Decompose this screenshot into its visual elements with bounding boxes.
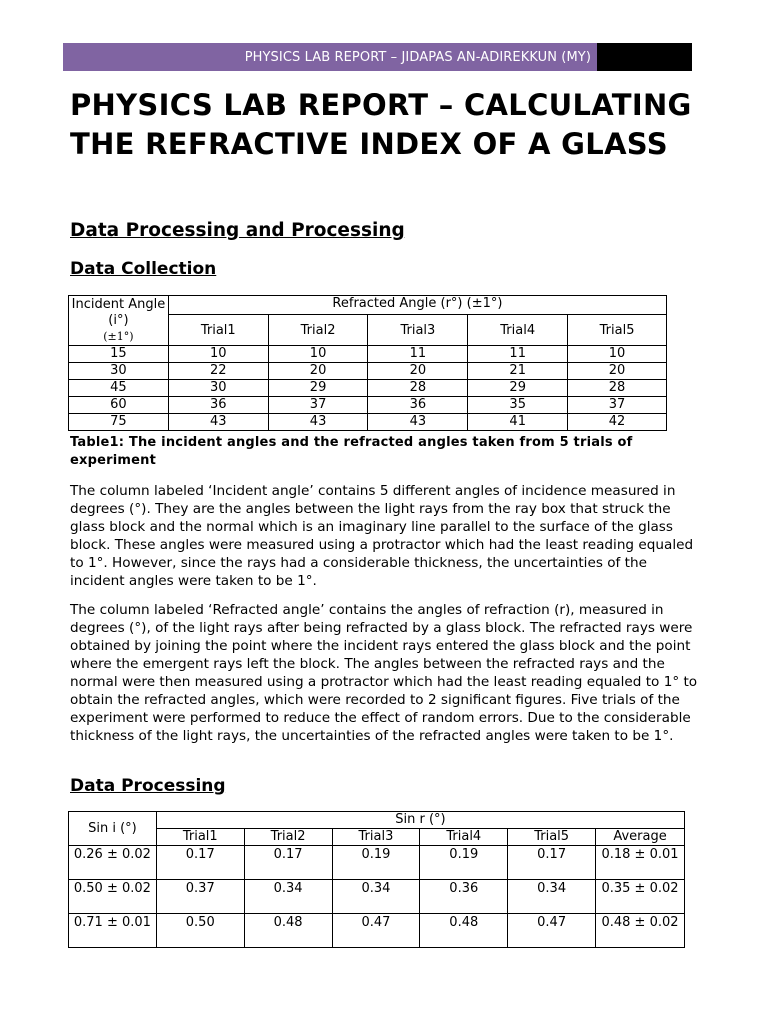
incident-angle-cell: 30 (69, 363, 169, 380)
column-header: Trial5 (508, 829, 596, 846)
refracted-angle-cell: 28 (368, 380, 468, 397)
incident-angle-cell: 60 (69, 397, 169, 414)
refracted-angle-cell: 29 (468, 380, 568, 397)
sin-r-cell: 0.47 (332, 914, 420, 948)
refracted-angle-cell: 22 (168, 363, 268, 380)
column-header: Trial4 (420, 829, 508, 846)
table1-caption: Table1: The incident angles and the refracted angles taken from 5 trials of experiment (70, 435, 633, 468)
data-processing-heading: Data Processing (70, 776, 226, 796)
trial-header: Trial1 (168, 315, 268, 346)
refracted-angle-cell: 21 (468, 363, 568, 380)
table-row (69, 397, 667, 414)
data-collection-table (68, 295, 667, 431)
refracted-angle-cell: 30 (168, 380, 268, 397)
sin-r-cell: 0.17 (244, 846, 332, 880)
refracted-angle-cell: 29 (268, 380, 368, 397)
average-cell: 0.35 ± 0.02 (596, 880, 685, 914)
sin-r-cell: 0.34 (244, 880, 332, 914)
sin-r-cell: 0.36 (420, 880, 508, 914)
average-cell: 0.48 ± 0.02 (596, 914, 685, 948)
trial-header: Trial2 (268, 315, 368, 346)
table-row (69, 846, 685, 880)
refracted-angle-cell: 43 (268, 414, 368, 431)
refracted-angle-cell: 35 (468, 397, 568, 414)
refracted-angle-cell: 43 (168, 414, 268, 431)
sin-i-header: Sin i (°) (69, 812, 157, 846)
refracted-angle-cell: 11 (468, 346, 568, 363)
sin-r-cell: 0.50 (156, 914, 244, 948)
refracted-angle-cell: 36 (368, 397, 468, 414)
refracted-angle-header: Refracted Angle (r°) (±1°) (168, 296, 666, 315)
paragraph-incident-angle: The column labeled ‘Incident angle’ contains 5 different angles of incidence measured in degrees (°). They are the angles between the light rays from the ray box that struck the glass block and the normal which is an imaginary line parallel to the surface of the glass block. These angles were measured using a protractor which had the least reading equaled to 1°. However, since the rays had a considerable thickness, the uncertainties of the incident angles were taken to be 1°. (70, 483, 694, 589)
column-header: Trial2 (244, 829, 332, 846)
column-header: Trial1 (156, 829, 244, 846)
sin-r-cell: 0.17 (508, 846, 596, 880)
document-title: PHYSICS LAB REPORT – CALCULATING THE REFRACTIVE INDEX OF A GLASS (70, 88, 692, 161)
column-header: Average (596, 829, 685, 846)
refracted-angle-cell: 10 (268, 346, 368, 363)
sin-r-cell: 0.17 (156, 846, 244, 880)
sin-i-cell: 0.71 ± 0.01 (69, 914, 157, 948)
table-row (69, 380, 667, 397)
refracted-angle-cell: 20 (568, 363, 667, 380)
refracted-angle-cell: 37 (568, 397, 667, 414)
refracted-angle-cell: 42 (568, 414, 667, 431)
sin-r-cell: 0.34 (508, 880, 596, 914)
table-row (69, 880, 685, 914)
average-cell: 0.18 ± 0.01 (596, 846, 685, 880)
paragraph-refracted-angle: The column labeled ‘Refracted angle’ contains the angles of refraction (r), measured in degrees (°), of the light rays after being refracted by a glass block. The refracted rays were obtained by joining the point where the incident rays entered the glass block and the point where the emergent rays left the block. The angles between the refracted rays and the normal were then measured using a protractor which had the least reading equaled to 1° to obtain the refracted angles, which were recorded to 2 significant figures. Five trials of the experiment were performed to reduce the effect of random errors. Due to the considerable thickness of the light rays, the uncertainties of the refracted angles were taken to be 1°. (70, 602, 698, 744)
incident-angle-cell: 75 (69, 414, 169, 431)
column-header: Trial3 (332, 829, 420, 846)
sin-i-cell: 0.50 ± 0.02 (69, 880, 157, 914)
data-processing-table (68, 811, 685, 948)
refracted-angle-cell: 10 (568, 346, 667, 363)
refracted-angle-cell: 28 (568, 380, 667, 397)
sin-r-cell: 0.37 (156, 880, 244, 914)
trial-header: Trial3 (368, 315, 468, 346)
incident-angle-cell: 15 (69, 346, 169, 363)
refracted-angle-cell: 10 (168, 346, 268, 363)
refracted-angle-cell: 37 (268, 397, 368, 414)
sin-r-header: Sin r (°) (156, 812, 684, 829)
page-header-bar (63, 43, 692, 71)
sin-r-cell: 0.48 (420, 914, 508, 948)
data-collection-heading: Data Collection (70, 259, 217, 279)
sin-r-cell: 0.47 (508, 914, 596, 948)
section-heading: Data Processing and Processing (70, 220, 405, 241)
sin-r-cell: 0.48 (244, 914, 332, 948)
incident-angle-header: Incident Angle (i°) (±1°) (69, 296, 169, 346)
table-row (69, 414, 667, 431)
header-title: PHYSICS LAB REPORT – JIDAPAS AN-ADIREKKUN (MY) (63, 43, 597, 71)
table-row (69, 914, 685, 948)
trial-header: Trial4 (468, 315, 568, 346)
table-row (69, 363, 667, 380)
sin-i-cell: 0.26 ± 0.02 (69, 846, 157, 880)
table-row (69, 346, 667, 363)
refracted-angle-cell: 41 (468, 414, 568, 431)
trial-header: Trial5 (568, 315, 667, 346)
refracted-angle-cell: 43 (368, 414, 468, 431)
refracted-angle-cell: 20 (268, 363, 368, 380)
header-black-block (597, 43, 692, 71)
sin-r-cell: 0.19 (332, 846, 420, 880)
refracted-angle-cell: 11 (368, 346, 468, 363)
sin-r-cell: 0.19 (420, 846, 508, 880)
refracted-angle-cell: 20 (368, 363, 468, 380)
incident-angle-cell: 45 (69, 380, 169, 397)
refracted-angle-cell: 36 (168, 397, 268, 414)
sin-r-cell: 0.34 (332, 880, 420, 914)
